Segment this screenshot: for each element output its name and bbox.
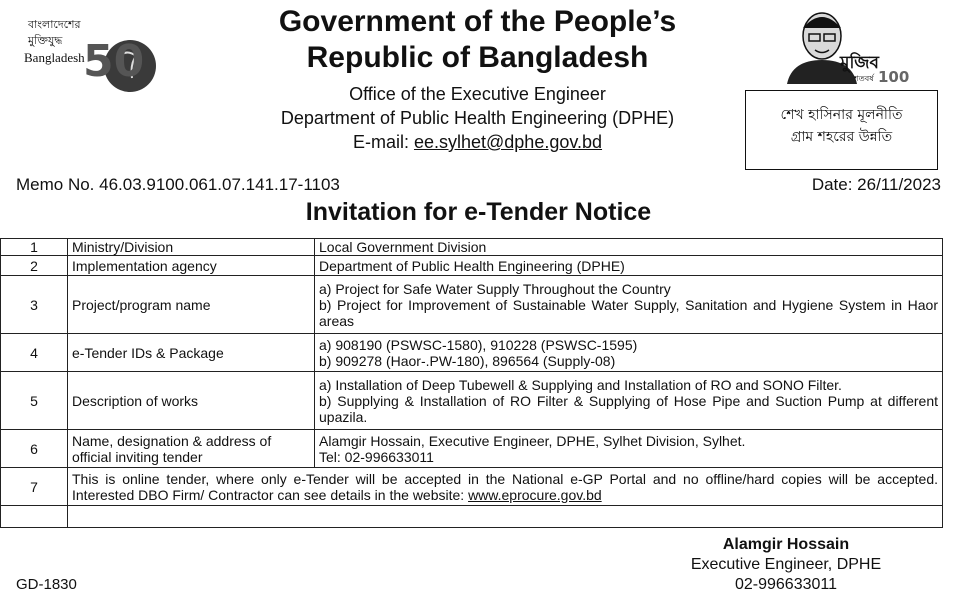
row-number: 2	[1, 256, 68, 276]
row-value-line: Alamgir Hossain, Executive Engineer, DPHE, Sylhet Division, Sylhet.	[319, 432, 746, 449]
row-value-line: a) 908190 (PSWSC-1580), 910228 (PSWSC-1595)	[319, 336, 638, 353]
row-value	[315, 276, 943, 334]
notice-date: Date: 26/11/2023	[811, 175, 941, 194]
motto-line2: গ্রাম শহরের উন্নতি	[790, 129, 893, 145]
gov-title-line2: Republic of Bangladesh	[306, 41, 649, 74]
table-row	[1, 430, 943, 468]
row-number: 3	[1, 276, 68, 334]
row-value-line: a) Installation of Deep Tubewell & Supplying and Installation of RO and SONO Filter.	[319, 376, 842, 393]
empty-cell	[68, 506, 943, 528]
gd-number: GD-1830	[16, 576, 77, 593]
row-label: Ministry/Division	[68, 239, 315, 256]
logo-en-text: Bangladesh	[24, 50, 85, 65]
table-row-empty	[1, 506, 943, 528]
mujib-bn-small-text: শতবর্ষ	[854, 74, 874, 83]
logo-bn-line1: বাংলাদেশের	[28, 18, 81, 31]
table-row	[1, 239, 943, 256]
logo-bn-line2: মুক্তিযুদ্ধ	[28, 34, 63, 47]
gov-title-line1: Government of the People’s	[278, 5, 677, 38]
table-row	[1, 334, 943, 372]
tender-table	[0, 238, 943, 528]
row-value-line: b) Project for Improvement of Sustainable Water Supply, Sanitation and Hygiene System in Haor areas	[319, 296, 938, 329]
notice-title: Invitation for e-Tender Notice	[305, 198, 652, 226]
row-value	[68, 468, 943, 506]
eprocure-link[interactable]: www.eprocure.gov.bd	[468, 486, 602, 503]
row-value-line: Tel: 02-996633011	[319, 448, 434, 465]
row-value	[315, 372, 943, 430]
row-label: e-Tender IDs & Package	[68, 334, 315, 372]
email-label: E-mail:	[352, 132, 414, 152]
row-label: Implementation agency	[68, 256, 315, 276]
table-row	[1, 468, 943, 506]
row-label: Name, designation & address of official inviting tender	[68, 430, 315, 468]
signatory-designation: Executive Engineer, DPHE	[690, 556, 882, 573]
signatory-phone: 02-996633011	[734, 576, 838, 593]
row-value	[315, 334, 943, 372]
department-name: Department of Public Health Engineering (DPHE)	[280, 108, 675, 128]
mujib-bn-text: মুজিব	[840, 53, 879, 73]
mujib-100-number: 100	[878, 68, 910, 86]
office-name: Office of the Executive Engineer	[349, 84, 606, 104]
letterhead	[200, 4, 755, 154]
row-number: 7	[1, 468, 68, 506]
signature-block	[640, 535, 932, 595]
motto-box	[745, 90, 938, 170]
row-value	[315, 239, 943, 256]
row-label: Project/program name	[68, 276, 315, 334]
table-row	[1, 276, 943, 334]
table-row	[1, 372, 943, 430]
row-value-line: a) Project for Safe Water Supply Throughout the Country	[319, 280, 671, 297]
portrait-icon	[782, 6, 910, 86]
memo-number: Memo No. 46.03.9100.061.07.141.17-1103	[16, 175, 340, 194]
online-tender-text: This is online tender, where only e-Tender will be accepted in the National e-GP Portal and no offline/hard copies will be accepted. Interested DBO Firm/ Contractor can see details in the website:	[72, 470, 938, 503]
motto-line1: শেখ হাসিনার মূলনীতি	[780, 107, 903, 123]
row-number: 4	[1, 334, 68, 372]
logo-50-mark-icon	[18, 8, 153, 103]
row-number: 5	[1, 372, 68, 430]
row-value-line: Local Government Division	[319, 239, 487, 255]
mujib-100-logo	[782, 6, 910, 86]
row-value-line: b) 909278 (Haor-.PW-180), 896564 (Supply-08)	[319, 352, 616, 369]
bangladesh-50-logo	[18, 8, 153, 103]
row-value-line: Department of Public Health Engineering (DPHE)	[319, 257, 625, 274]
row-value-line: b) Supplying & Installation of RO Filter & Supplying of Hose Pipe and Suction Pump at different upazila.	[319, 392, 938, 425]
row-value	[315, 430, 943, 468]
email-line	[200, 130, 755, 154]
row-label: Description of works	[68, 372, 315, 430]
empty-cell	[1, 506, 68, 528]
email-link[interactable]: ee.sylhet@dphe.gov.bd	[413, 132, 603, 152]
table-row	[1, 256, 943, 276]
row-number: 6	[1, 430, 68, 468]
signatory-name: Alamgir Hossain	[722, 536, 850, 553]
row-number: 1	[1, 239, 68, 256]
row-value	[315, 256, 943, 276]
logo-50-number: 50	[83, 36, 145, 87]
